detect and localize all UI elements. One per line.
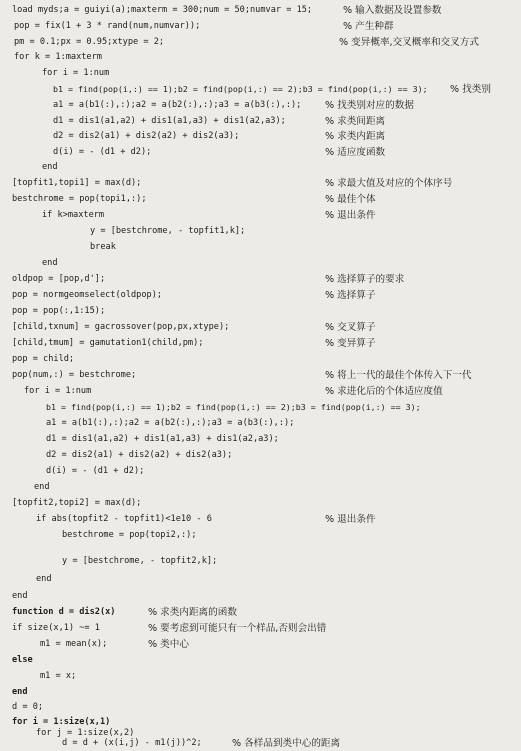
code-comment: % 求类内距离 bbox=[325, 131, 386, 142]
code-comment: % 找类别对应的数据 bbox=[325, 100, 414, 111]
code-text: b1 = find(pop(i,:) == 1);b2 = find(pop(i,:) == 2);b3 = find(pop(i,:) == 3); bbox=[53, 84, 428, 94]
code-comment: % 将上一代的最佳个体传入下一代 bbox=[325, 370, 472, 381]
code-text: d = d + (x(i,j) - m1(j))^2; bbox=[62, 738, 202, 748]
code-text: end bbox=[12, 591, 28, 601]
code-comment: % 输入数据及设置参数 bbox=[343, 5, 442, 16]
code-text: for i = 1:num bbox=[42, 68, 110, 78]
code-comment: % 产生种群 bbox=[343, 21, 394, 32]
code-text: d(i) = - (d1 + d2); bbox=[53, 147, 152, 157]
code-text: pm = 0.1;px = 0.95;xtype = 2; bbox=[14, 37, 165, 47]
code-text: d(i) = - (d1 + d2); bbox=[46, 466, 145, 476]
code-text: for j = 1:size(x,2) bbox=[36, 728, 135, 738]
code-comment: % 找类别 bbox=[450, 84, 491, 95]
code-comment: % 求进化后的个体适应度值 bbox=[325, 386, 443, 397]
code-comment: % 各样品到类中心的距离 bbox=[232, 738, 341, 749]
code-comment: % 交叉算子 bbox=[325, 322, 376, 333]
code-text: else bbox=[12, 655, 33, 665]
code-text: pop = pop(:,1:15); bbox=[12, 306, 106, 316]
code-text: bestchrome = pop(topi2,:); bbox=[62, 530, 197, 540]
code-comment: % 退出条件 bbox=[325, 514, 376, 525]
code-text: m1 = mean(x); bbox=[40, 639, 108, 649]
code-text: [child,tmum] = gamutation1(child,pm); bbox=[12, 338, 204, 348]
code-comment: % 选择算子 bbox=[325, 290, 376, 301]
code-comment: % 求最大值及对应的个体序号 bbox=[325, 178, 453, 189]
code-text: d1 = dis1(a1,a2) + dis1(a1,a3) + dis1(a2,a3); bbox=[53, 116, 286, 126]
code-text: m1 = x; bbox=[40, 671, 77, 681]
code-comment: % 选择算子的要求 bbox=[325, 274, 405, 285]
code-comment: % 变异算子 bbox=[325, 338, 376, 349]
code-comment: % 要考虑到可能只有一个样品,否则会出错 bbox=[148, 623, 327, 634]
code-text: load myds;a = guiyi(a);maxterm = 300;num = 50;numvar = 15; bbox=[12, 5, 313, 15]
code-text: end bbox=[42, 258, 58, 268]
code-text: end bbox=[34, 482, 50, 492]
code-text: a1 = a(b1(:),:);a2 = a(b2(:),:);a3 = a(b3(:),:); bbox=[46, 418, 295, 428]
code-text: [child,txnum] = gacrossover(pop,px,xtype); bbox=[12, 322, 230, 332]
code-text: b1 = find(pop(i,:) == 1);b2 = find(pop(i,:) == 2);b3 = find(pop(i,:) == 3); bbox=[46, 402, 421, 412]
code-text: d2 = dis2(a1) + dis2(a2) + dis2(a3); bbox=[46, 450, 233, 460]
code-text: end bbox=[42, 162, 58, 172]
code-text: a1 = a(b1(:),:);a2 = a(b2(:),:);a3 = a(b3(:),:); bbox=[53, 100, 302, 110]
code-text: if size(x,1) ~= 1 bbox=[12, 623, 100, 633]
code-text: end bbox=[36, 574, 52, 584]
code-text: y = [bestchrome, - topfit2,k]; bbox=[62, 556, 218, 566]
code-text: pop = normgeomselect(oldpop); bbox=[12, 290, 163, 300]
code-text: d2 = dis2(a1) + dis2(a2) + dis2(a3); bbox=[53, 131, 240, 141]
code-text: bestchrome = pop(topi1,:); bbox=[12, 194, 147, 204]
code-text: [topfit2,topi2] = max(d); bbox=[12, 498, 142, 508]
code-text: d1 = dis1(a1,a2) + dis1(a1,a3) + dis1(a2,a3); bbox=[46, 434, 279, 444]
code-comment: % 类中心 bbox=[148, 639, 189, 650]
code-text: pop = fix(1 + 3 * rand(num,numvar)); bbox=[14, 21, 201, 31]
code-text: if k>maxterm bbox=[42, 210, 105, 220]
code-text: for i = 1:num bbox=[24, 386, 92, 396]
code-text: pop(num,:) = bestchrome; bbox=[12, 370, 137, 380]
code-text: oldpop = [pop,d']; bbox=[12, 274, 106, 284]
code-text: if abs(topfit2 - topfit1)<1e10 - 6 bbox=[36, 514, 212, 524]
code-text: [topfit1,topi1] = max(d); bbox=[12, 178, 142, 188]
code-text: break bbox=[90, 242, 116, 252]
code-text: for i = 1:size(x,1) bbox=[12, 717, 111, 727]
code-comment: % 最佳个体 bbox=[325, 194, 376, 205]
code-text: y = [bestchrome, - topfit1,k]; bbox=[90, 226, 246, 236]
code-comment: % 适应度函数 bbox=[325, 147, 386, 158]
code-text: pop = child; bbox=[12, 354, 75, 364]
code-comment: % 变异概率,交叉概率和交叉方式 bbox=[339, 37, 479, 48]
code-text: end bbox=[12, 687, 28, 697]
code-text: for k = 1:maxterm bbox=[14, 52, 102, 62]
code-text: function d = dis2(x) bbox=[12, 607, 116, 617]
code-comment: % 求类间距离 bbox=[325, 116, 386, 127]
code-comment: % 退出条件 bbox=[325, 210, 376, 221]
code-comment: % 求类内距离的函数 bbox=[148, 607, 237, 618]
code-text: d = 0; bbox=[12, 702, 44, 712]
